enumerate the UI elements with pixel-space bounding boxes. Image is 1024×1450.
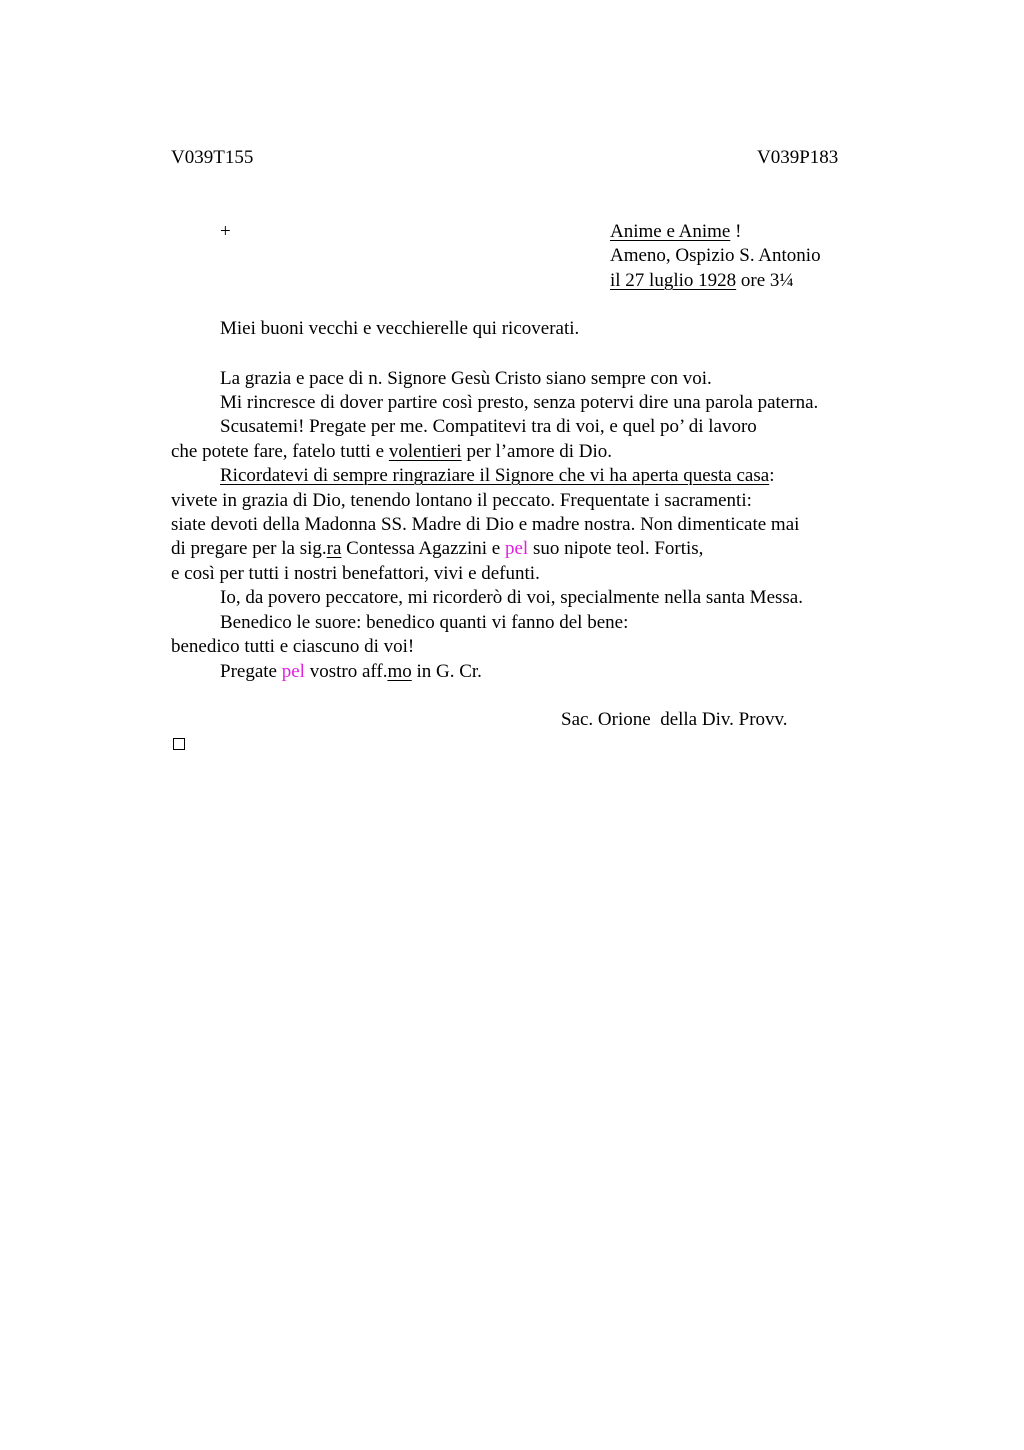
body-line-8-c: suo nipote teol. Fortis,	[528, 538, 704, 559]
body-line-5	[220, 464, 774, 488]
body-line-8	[171, 537, 703, 561]
heading-date	[610, 269, 794, 293]
body-line-8-highlight: pel	[504, 538, 529, 559]
heading-title-underlined: Anime e Anime	[610, 221, 731, 242]
body-line-8-underlined: ra	[326, 538, 342, 559]
document-code-right: V039P183	[757, 147, 839, 168]
heading-title-rest: !	[730, 221, 742, 242]
body-line-9: e così per tutti i nostri benefattori, vivi e defunti.	[171, 563, 540, 584]
body-line-8-b: Contessa Agazzini e	[341, 538, 505, 559]
heading-date-underlined: il 27 luglio 1928	[610, 270, 737, 291]
body-line-10: Io, da povero peccatore, mi ricorderò di voi, specialmente nella santa Messa.	[220, 587, 803, 608]
document-code-left: V039T155	[171, 147, 254, 168]
body-line-13-a: Pregate	[220, 661, 282, 682]
heading-place: Ameno, Ospizio S. Antonio	[610, 245, 821, 266]
body-line-13-underlined: mo	[387, 661, 412, 682]
cross-mark: +	[220, 221, 231, 242]
body-line-8-a: di pregare per la sig.	[171, 538, 327, 559]
body-line-1: La grazia e pace di n. Signore Gesù Cristo siano sempre con voi.	[220, 368, 712, 389]
body-line-11: Benedico le suore: benedico quanti vi fanno del bene:	[220, 612, 629, 633]
heading-time: ore 3¼	[736, 270, 794, 291]
body-line-5-underlined: Ricordatevi di sempre ringraziare il Signore che vi ha aperta questa casa	[220, 465, 770, 486]
body-line-6: vivete in grazia di Dio, tenendo lontano il peccato. Frequentate i sacramenti:	[171, 490, 752, 511]
body-line-3: Scusatemi! Pregate per me. Compatitevi tra di voi, e quel po’ di lavoro	[220, 416, 757, 437]
body-line-4-underlined: volentieri	[388, 441, 462, 462]
body-line-13-highlight: pel	[281, 661, 305, 682]
end-square-icon	[173, 738, 185, 750]
salutation: Miei buoni vecchi e vecchierelle qui ricoverati.	[220, 318, 580, 339]
body-line-4-a: che potete fare, fatelo tutti e	[171, 441, 389, 462]
body-line-12: benedico tutti e ciascuno di voi!	[171, 636, 415, 657]
body-line-4-b: per l’amore di Dio.	[461, 441, 613, 462]
body-line-2: Mi rincresce di dover partire così presto, senza potervi dire una parola paterna.	[220, 392, 819, 413]
body-line-13-b: vostro aff.	[304, 661, 388, 682]
body-line-13	[220, 660, 482, 684]
signature: Sac. Orione della Div. Provv.	[561, 709, 788, 730]
body-line-7: siate devoti della Madonna SS. Madre di Dio e madre nostra. Non dimenticate mai	[171, 514, 800, 535]
body-line-13-c: in G. Cr.	[411, 661, 482, 682]
heading-title	[610, 220, 741, 244]
body-line-4	[171, 440, 612, 464]
body-line-5-b: :	[769, 465, 775, 486]
